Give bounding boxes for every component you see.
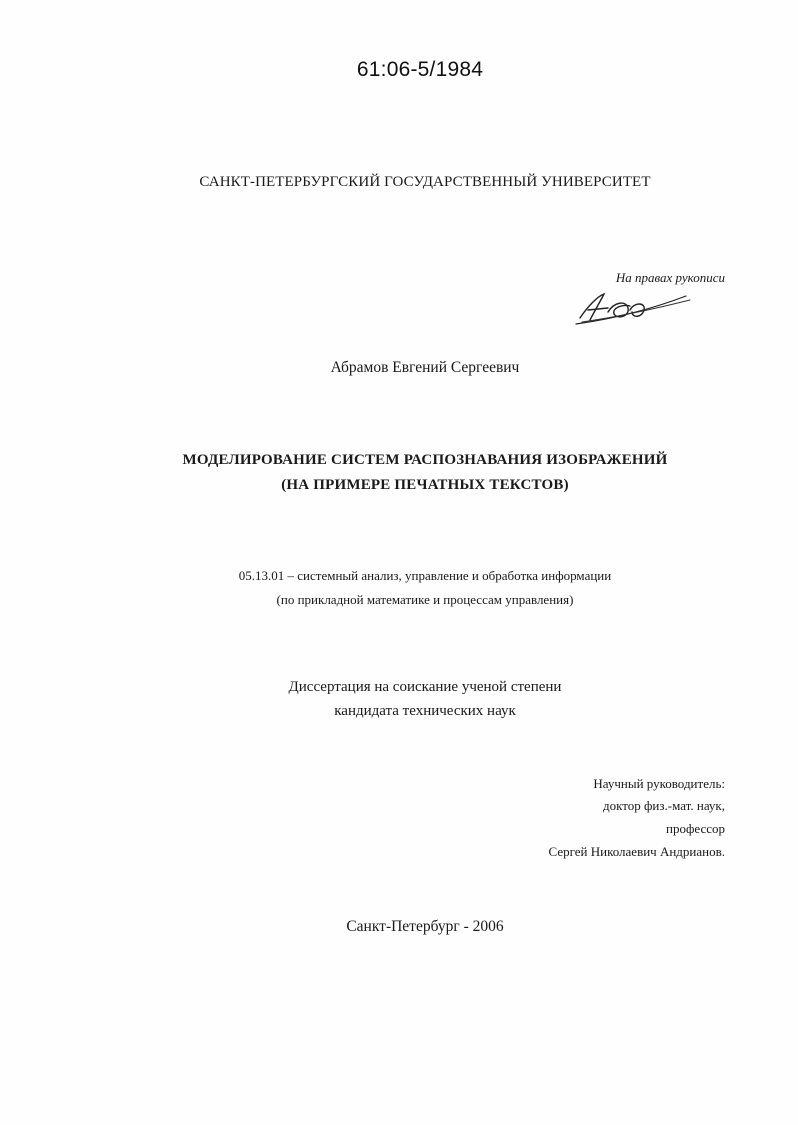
supervisor-role: Научный руководитель:	[593, 776, 725, 791]
handwritten-signature	[574, 288, 694, 328]
dissertation-title-line-1: МОДЕЛИРОВАНИЕ СИСТЕМ РАСПОЗНАВАНИЯ ИЗОБРАЖЕНИЙ	[182, 452, 668, 468]
city-and-year: Санкт-Петербург - 2006	[346, 918, 504, 935]
degree-line-1: Диссертация на соискание ученой степени	[288, 679, 562, 695]
specialty-subfield: (по прикладной математике и процессам управления)	[276, 592, 574, 607]
specialty-code: 05.13.01 – системный анализ, управление и обработка информации	[238, 568, 612, 583]
university-name: САНКТ-ПЕТЕРБУРГСКИЙ ГОСУДАРСТВЕННЫЙ УНИВЕРСИТЕТ	[199, 174, 651, 190]
supervisor-rank: профессор	[665, 821, 725, 836]
dissertation-title-line-2: (НА ПРИМЕРЕ ПЕЧАТНЫХ ТЕКСТОВ)	[281, 477, 569, 493]
supervisor-name: Сергей Николаевич Андрианов.	[548, 844, 725, 859]
supervisor-degree: доктор физ.-мат. наук,	[602, 798, 725, 813]
manuscript-rights-note: На правах рукописи	[615, 270, 725, 285]
author-name: Абрамов Евгений Сергеевич	[330, 359, 520, 376]
degree-line-2: кандидата технических наук	[334, 703, 516, 719]
library-stamp: 61:06-5/1984	[356, 58, 484, 81]
